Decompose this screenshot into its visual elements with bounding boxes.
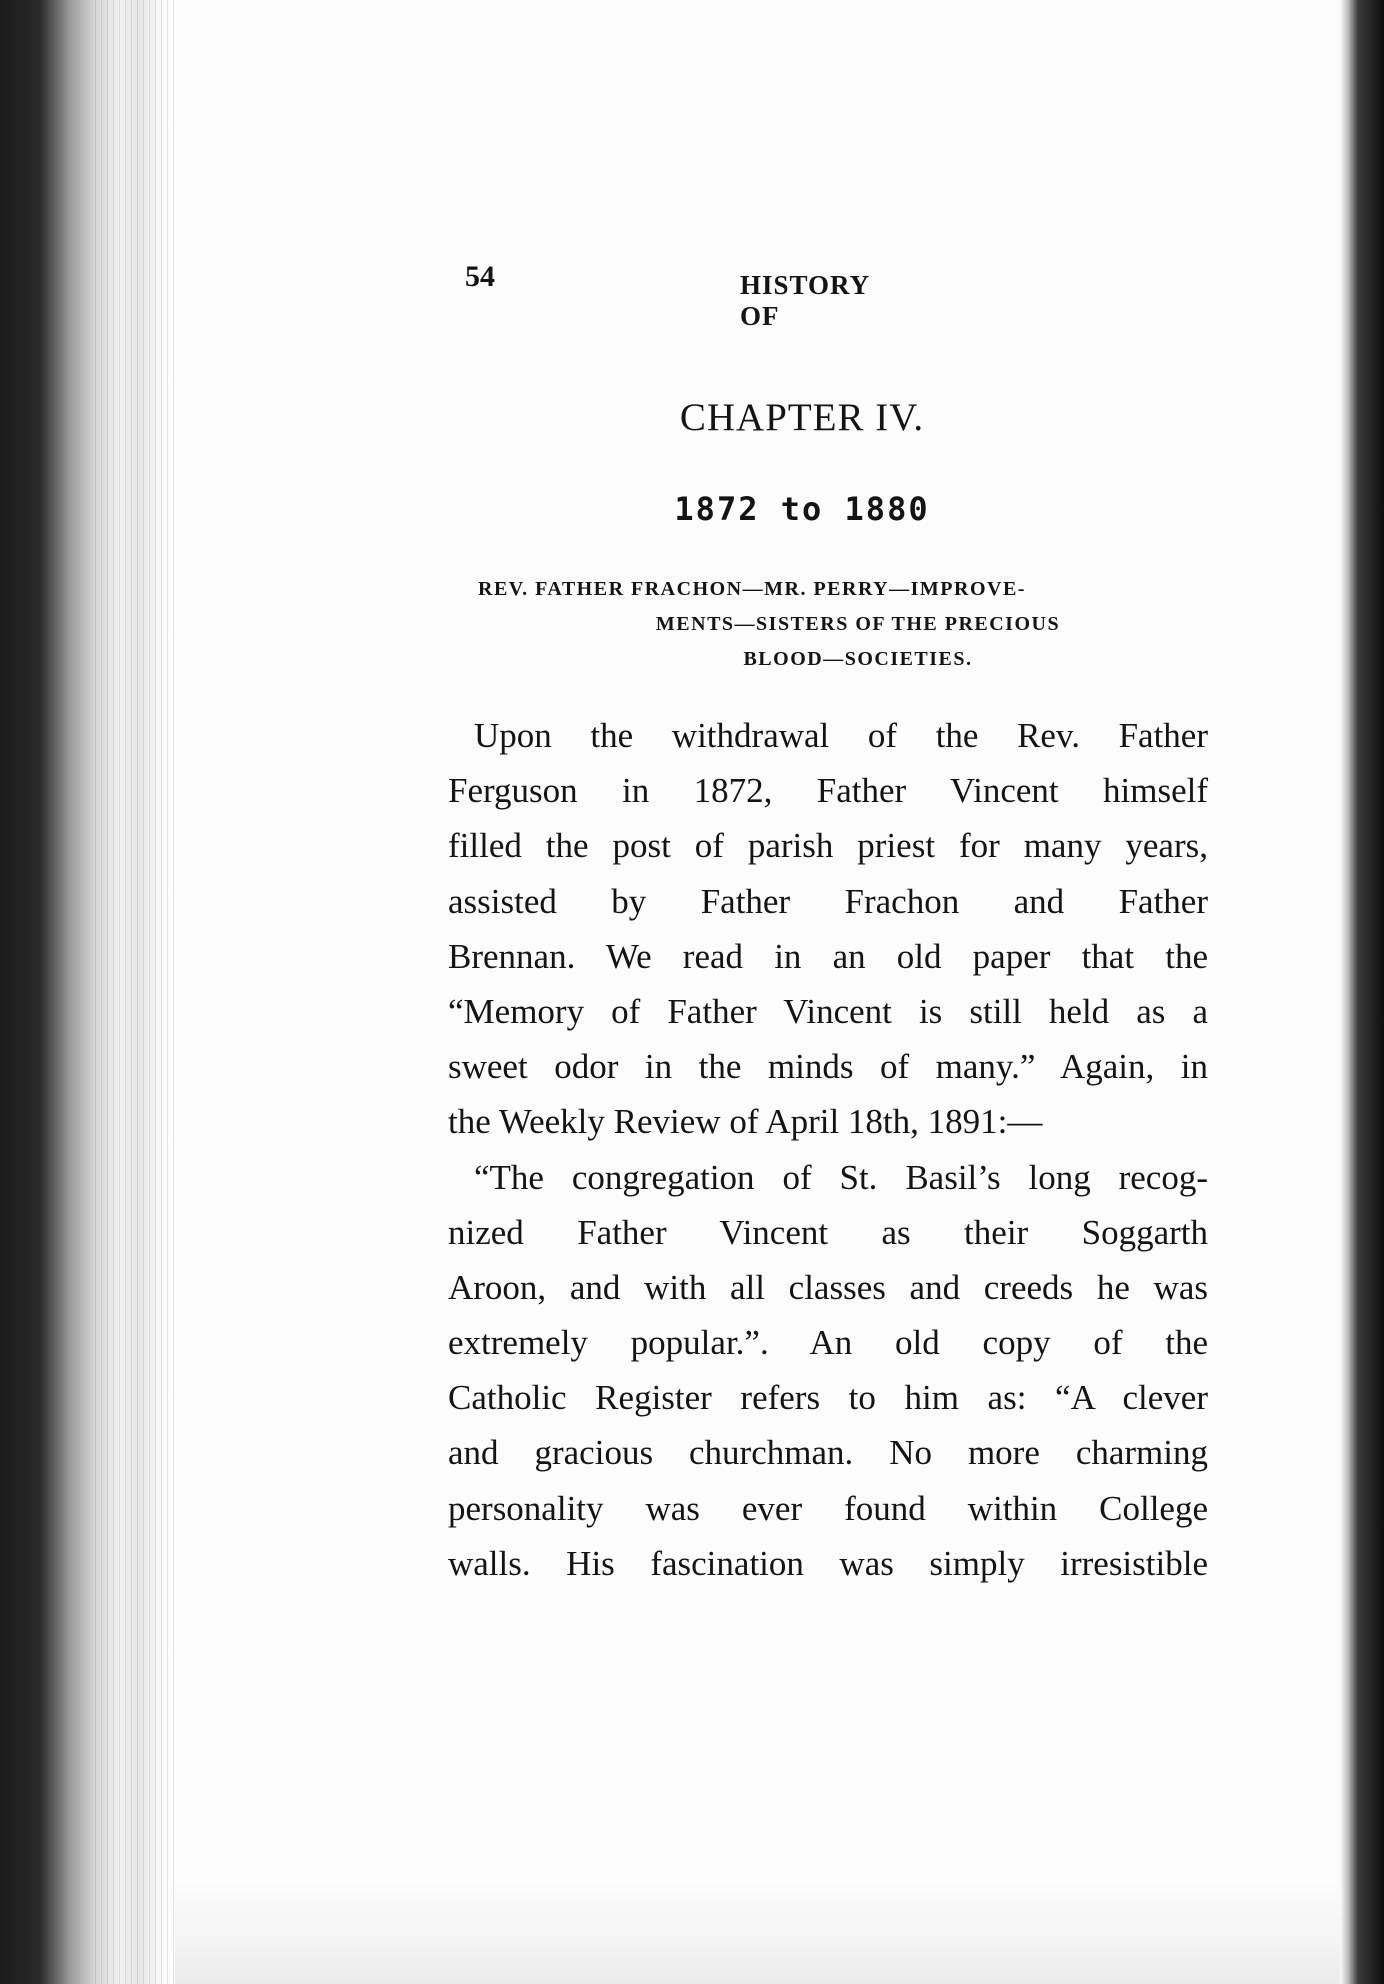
text-line: Upon the withdrawal of the Rev. Father: [474, 716, 1208, 755]
text-line: the Weekly Review of April 18th, 1891:—: [448, 1102, 1043, 1142]
text-line: filled the post of parish priest for many years,: [448, 826, 1208, 866]
summary-line: MENTS—SISTERS OF THE PRECIOUS: [655, 613, 1061, 635]
chapter-title: CHAPTER IV.: [679, 396, 925, 439]
text-line: Aroon, and with all classes and creeds he was: [448, 1267, 1208, 1307]
text-line: and gracious churchman. No more charming: [448, 1433, 1208, 1473]
text-line: “The congregation of St. Basil’s long recog-: [474, 1157, 1208, 1197]
text-line: assisted by Father Frachon and Father: [448, 881, 1208, 921]
chapter-dates: 1872 to 1880: [674, 490, 930, 528]
book-gutter-shadow: [1340, 0, 1384, 1984]
text-line: “Memory of Father Vincent is still held as a: [448, 991, 1208, 1031]
text-line: personality was ever found within College: [448, 1488, 1208, 1528]
text-line: walls. His fascination was simply irresistible: [448, 1543, 1208, 1583]
page-bottom-margin: [175, 1880, 1340, 1984]
text-line: extremely popular.”. An old copy of the: [448, 1323, 1208, 1363]
chapter-summary: [478, 572, 1198, 677]
text-line: Ferguson in 1872, Father Vincent himself: [448, 771, 1208, 811]
page-number: 54: [465, 260, 495, 293]
running-head-title: HISTORY OF: [740, 270, 870, 331]
text-line: Brennan. We read in an old paper that the: [448, 936, 1208, 976]
text-line: Catholic Register refers to him as: “A clever: [448, 1378, 1208, 1418]
text-line: nized Father Vincent as their Soggarth: [448, 1212, 1208, 1252]
text-line: sweet odor in the minds of many.” Again, in: [448, 1047, 1208, 1087]
body-text: [448, 708, 1208, 1591]
summary-line: BLOOD—SOCIETIES.: [743, 648, 973, 670]
summary-line: REV. FATHER FRACHON—MR. PERRY—IMPROVE-: [478, 578, 1026, 600]
